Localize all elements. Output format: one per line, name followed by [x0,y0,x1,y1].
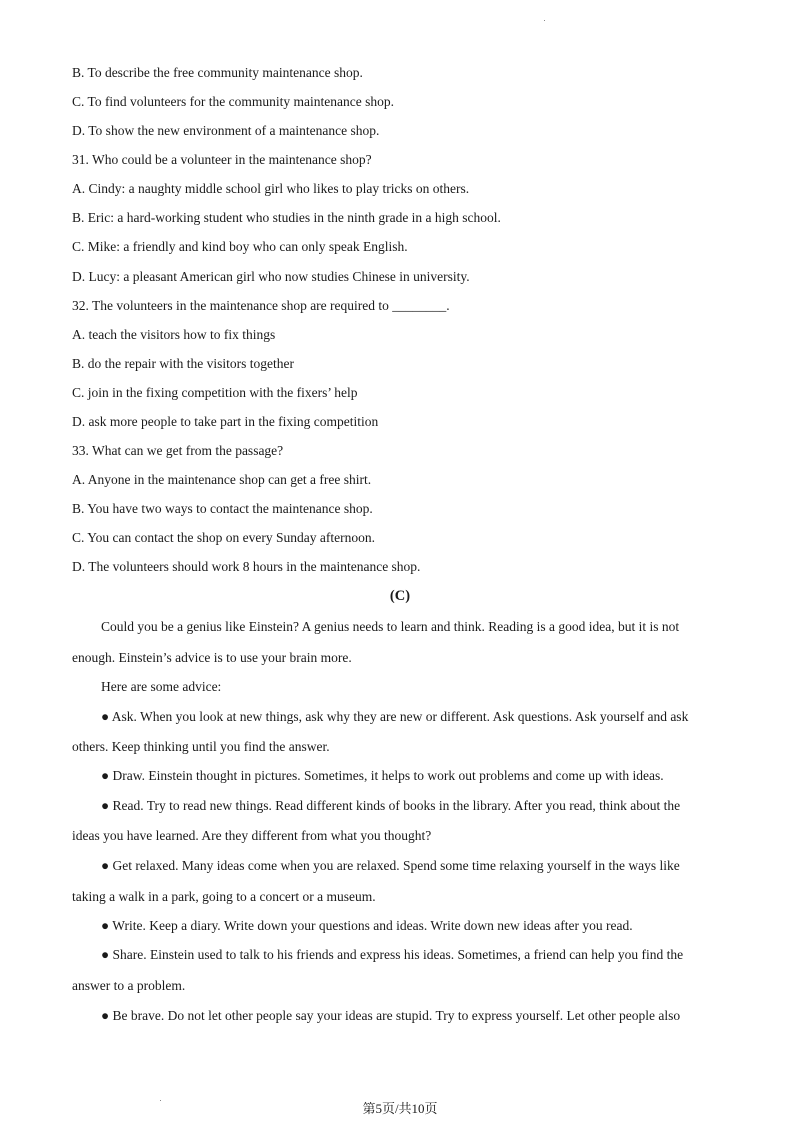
advice-heading: Here are some advice: [101,679,222,694]
scan-speck [544,20,545,21]
q32-option-b: B. do the repair with the visitors together [72,356,294,371]
advice-ask-line: ● Ask. When you look at new things, ask why they are new or different. Ask questions. Ask yourself and ask [101,709,689,724]
q31-question: 31. Who could be a volunteer in the maintenance shop? [72,152,372,167]
q31-option-d: D. Lucy: a pleasant American girl who now studies Chinese in university. [72,269,470,284]
q31-option-c: C. Mike: a friendly and kind boy who can only speak English. [72,239,408,254]
q31-option-a: A. Cindy: a naughty middle school girl who likes to play tricks on others. [72,181,470,196]
advice-relax-line: taking a walk in a park, going to a concert or a museum. [72,889,376,904]
advice-relax-line: ● Get relaxed. Many ideas come when you are relaxed. Spend some time relaxing yourself in the ways like [101,858,680,873]
q30-option-d: D. To show the new environment of a maintenance shop. [72,123,380,138]
q33-option-a: A. Anyone in the maintenance shop can get a free shirt. [72,472,372,487]
intro-paragraph-line: enough. Einstein’s advice is to use your brain more. [72,650,352,665]
advice-read-line: ideas you have learned. Are they different from what you thought? [72,828,432,843]
q33-option-c: C. You can contact the shop on every Sunday afternoon. [72,530,375,545]
q32-option-a: A. teach the visitors how to fix things [72,327,276,342]
advice-brave-line: ● Be brave. Do not let other people say your ideas are stupid. Try to express yourself. Let other people also [101,1008,681,1023]
q30-option-c: C. To find volunteers for the community maintenance shop. [72,94,394,109]
advice-read-line: ● Read. Try to read new things. Read different kinds of books in the library. After you read, think about the [101,798,681,813]
section-c-title: (C) [389,588,411,604]
q33-question: 33. What can we get from the passage? [72,443,284,458]
page-number-footer: 第5页/共10页 [362,1101,438,1116]
advice-write-line: ● Write. Keep a diary. Write down your questions and ideas. Write down new ideas after you read. [101,918,633,933]
q30-option-b: B. To describe the free community maintenance shop. [72,65,363,80]
intro-paragraph-line: Could you be a genius like Einstein? A genius needs to learn and think. Reading is a good idea, but it is not [101,619,680,634]
q31-option-b: B. Eric: a hard-working student who studies in the ninth grade in a high school. [72,210,501,225]
q32-option-d: D. ask more people to take part in the fixing competition [72,414,379,429]
q33-option-d: D. The volunteers should work 8 hours in the maintenance shop. [72,559,421,574]
q32-question: 32. The volunteers in the maintenance shop are required to ________. [72,298,450,313]
q33-option-b: B. You have two ways to contact the maintenance shop. [72,501,373,516]
advice-share-line: ● Share. Einstein used to talk to his friends and express his ideas. Sometimes, a friend can help you find the [101,947,684,962]
advice-draw-line: ● Draw. Einstein thought in pictures. Sometimes, it helps to work out problems and come up with ideas. [101,768,664,783]
q32-option-c: C. join in the fixing competition with the fixers’ help [72,385,358,400]
advice-share-line: answer to a problem. [72,978,186,993]
advice-ask-line: others. Keep thinking until you find the answer. [72,739,330,754]
